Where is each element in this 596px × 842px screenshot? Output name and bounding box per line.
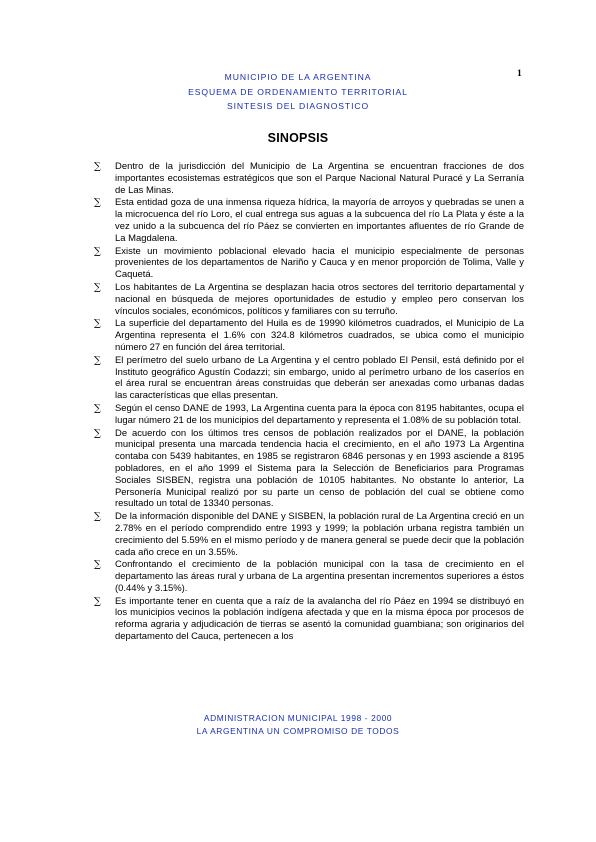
bullet-symbol-icon: ∑ <box>94 245 101 257</box>
document-header <box>0 70 596 114</box>
header-municipality: MUNICIPIO DE LA ARGENTINA <box>224 72 372 82</box>
bullet-symbol-icon: ∑ <box>94 511 101 523</box>
bullet-list <box>94 161 524 644</box>
bullet-text: De la información disponible del DANE y SISBEN, la población rural de La Argentina creció en un 2.78% en el período comprendido entre 1993 y 1999; la población urbana registra también un crecimiento del 5.59% en el mismo período y de manera general se puede decir que la población cada año crece en un 3.55%. <box>115 511 524 558</box>
bullet-text: Confrontando el crecimiento de la población municipal con la tasa de crecimiento en el departamento las áreas rural y urbana de La argentina presentan incrementos superiores a éstos (0.44% y 3.15%). <box>115 559 524 594</box>
list-item <box>94 282 524 317</box>
list-item <box>94 511 524 558</box>
footer-slogan: LA ARGENTINA UN COMPROMISO DE TODOS <box>196 725 400 736</box>
page-number: 1 <box>517 69 522 79</box>
list-item <box>94 355 524 402</box>
bullet-text: El perímetro del suelo urbano de La Argentina y el centro poblado El Pensil, está definido por el Instituto geográfico Agustín Codazzi; sin embargo, unido al perímetro urbano de los caseríos en el área rural se encuentran áreas construidas que deberán ser anexadas como urbanas dadas las características que ellas presentan. <box>115 354 524 402</box>
bullet-symbol-icon: ∑ <box>94 318 101 330</box>
bullet-symbol-icon: ∑ <box>94 161 101 172</box>
list-item <box>94 559 524 594</box>
list-item <box>94 428 524 511</box>
footer-administration: ADMINISTRACION MUNICIPAL 1998 - 2000 <box>203 713 393 723</box>
list-item <box>94 403 524 427</box>
bullet-text: La superficie del departamento del Huila es de 19990 kilómetros cuadrados, el Municipio de La Argentina representa el 1.6% con 324.8 kilómetros cuadrados, se ubica como el municipio número 27 en función del área territorial. <box>115 318 524 353</box>
bullet-symbol-icon: ∑ <box>94 427 101 439</box>
bullet-text: Dentro de la jurisdicción del Municipio de La Argentina se encuentran fracciones de dos importantes ecosistemas estratégicos que son el Parque Nacional Natural Puracé y La Serranía de Las Minas. <box>115 161 524 196</box>
bullet-symbol-icon: ∑ <box>94 559 101 571</box>
list-item <box>94 246 524 281</box>
list-item <box>94 197 524 244</box>
header-section-title: SINTESIS DEL DIAGNOSTICO <box>226 101 370 111</box>
bullet-text: Los habitantes de La Argentina se desplazan hacia otros sectores del territorio departamental y nacional en búsqueda de mejores oportunidades de estudio y empleo pero conservan los vínculos sociales, económicos, políticos y familiares con su terruño. <box>115 281 524 317</box>
bullet-text: Existe un movimiento poblacional elevado hacia el municipio especialmente de personas provenientes de los departamentos de Nariño y Cauca y en menor proporción de Tolima, Valle y Caquetá. <box>115 245 524 281</box>
bullet-symbol-icon: ∑ <box>94 402 101 414</box>
bullet-symbol-icon: ∑ <box>94 281 101 293</box>
bullet-symbol-icon: ∑ <box>94 197 101 209</box>
bullet-symbol-icon: ∑ <box>94 595 101 607</box>
bullet-text: Según el censo DANE de 1993, La Argentina cuenta para la época con 8195 habitantes, ocupa el lugar número 21 de los municipios del departamento y representa el 1.08% de su población total. <box>115 402 524 426</box>
page-title: SINOPSIS <box>267 131 329 145</box>
bullet-text: Esta entidad goza de una inmensa riqueza hídrica, la mayoría de arroyos y quebradas se unen a la microcuenca del río Loro, el cual entrega sus aguas a la subcuenca del río La Plata y éste a la vez unido a la subcuenca del río Páez se convierten en importantes afluentes de río Grande de La Magdalena. <box>115 197 524 244</box>
bullet-text: Es importante tener en cuenta que a raíz de la avalancha del río Páez en 1994 se distribuyó en los municipios vecinos la población indígena afectada y que en la misma época por procesos de reforma agraria y adjudicación de tierras se asentó la comunidad guambiana; son originarios del departamento del Cauca, pertenecen a los <box>115 595 524 643</box>
header-plan-title: ESQUEMA DE ORDENAMIENTO TERRITORIAL <box>188 86 408 97</box>
bullet-text: De acuerdo con los últimos tres censos de población realizados por el DANE, la población municipal presenta una marcada tendencia hacia el crecimiento, en el año 1973 La Argentina contaba con 5439 habitantes, en 1985 se registraron 6846 personas y en 1993 asciende a 8195 pobladores, en el año 1999 el Sistema para la Selección de Beneficiarios para Programas Sociales SISBEN, registra una población de 10105 habitantes. No obstante lo anterior, La Personería Municipal realizó por su parte un censo de población del cual se obtiene como resultado un total de 13340 personas. <box>115 427 524 510</box>
document-footer <box>0 712 596 737</box>
list-item <box>94 596 524 643</box>
list-item <box>94 318 524 353</box>
list-item <box>94 161 524 196</box>
bullet-symbol-icon: ∑ <box>94 354 101 366</box>
